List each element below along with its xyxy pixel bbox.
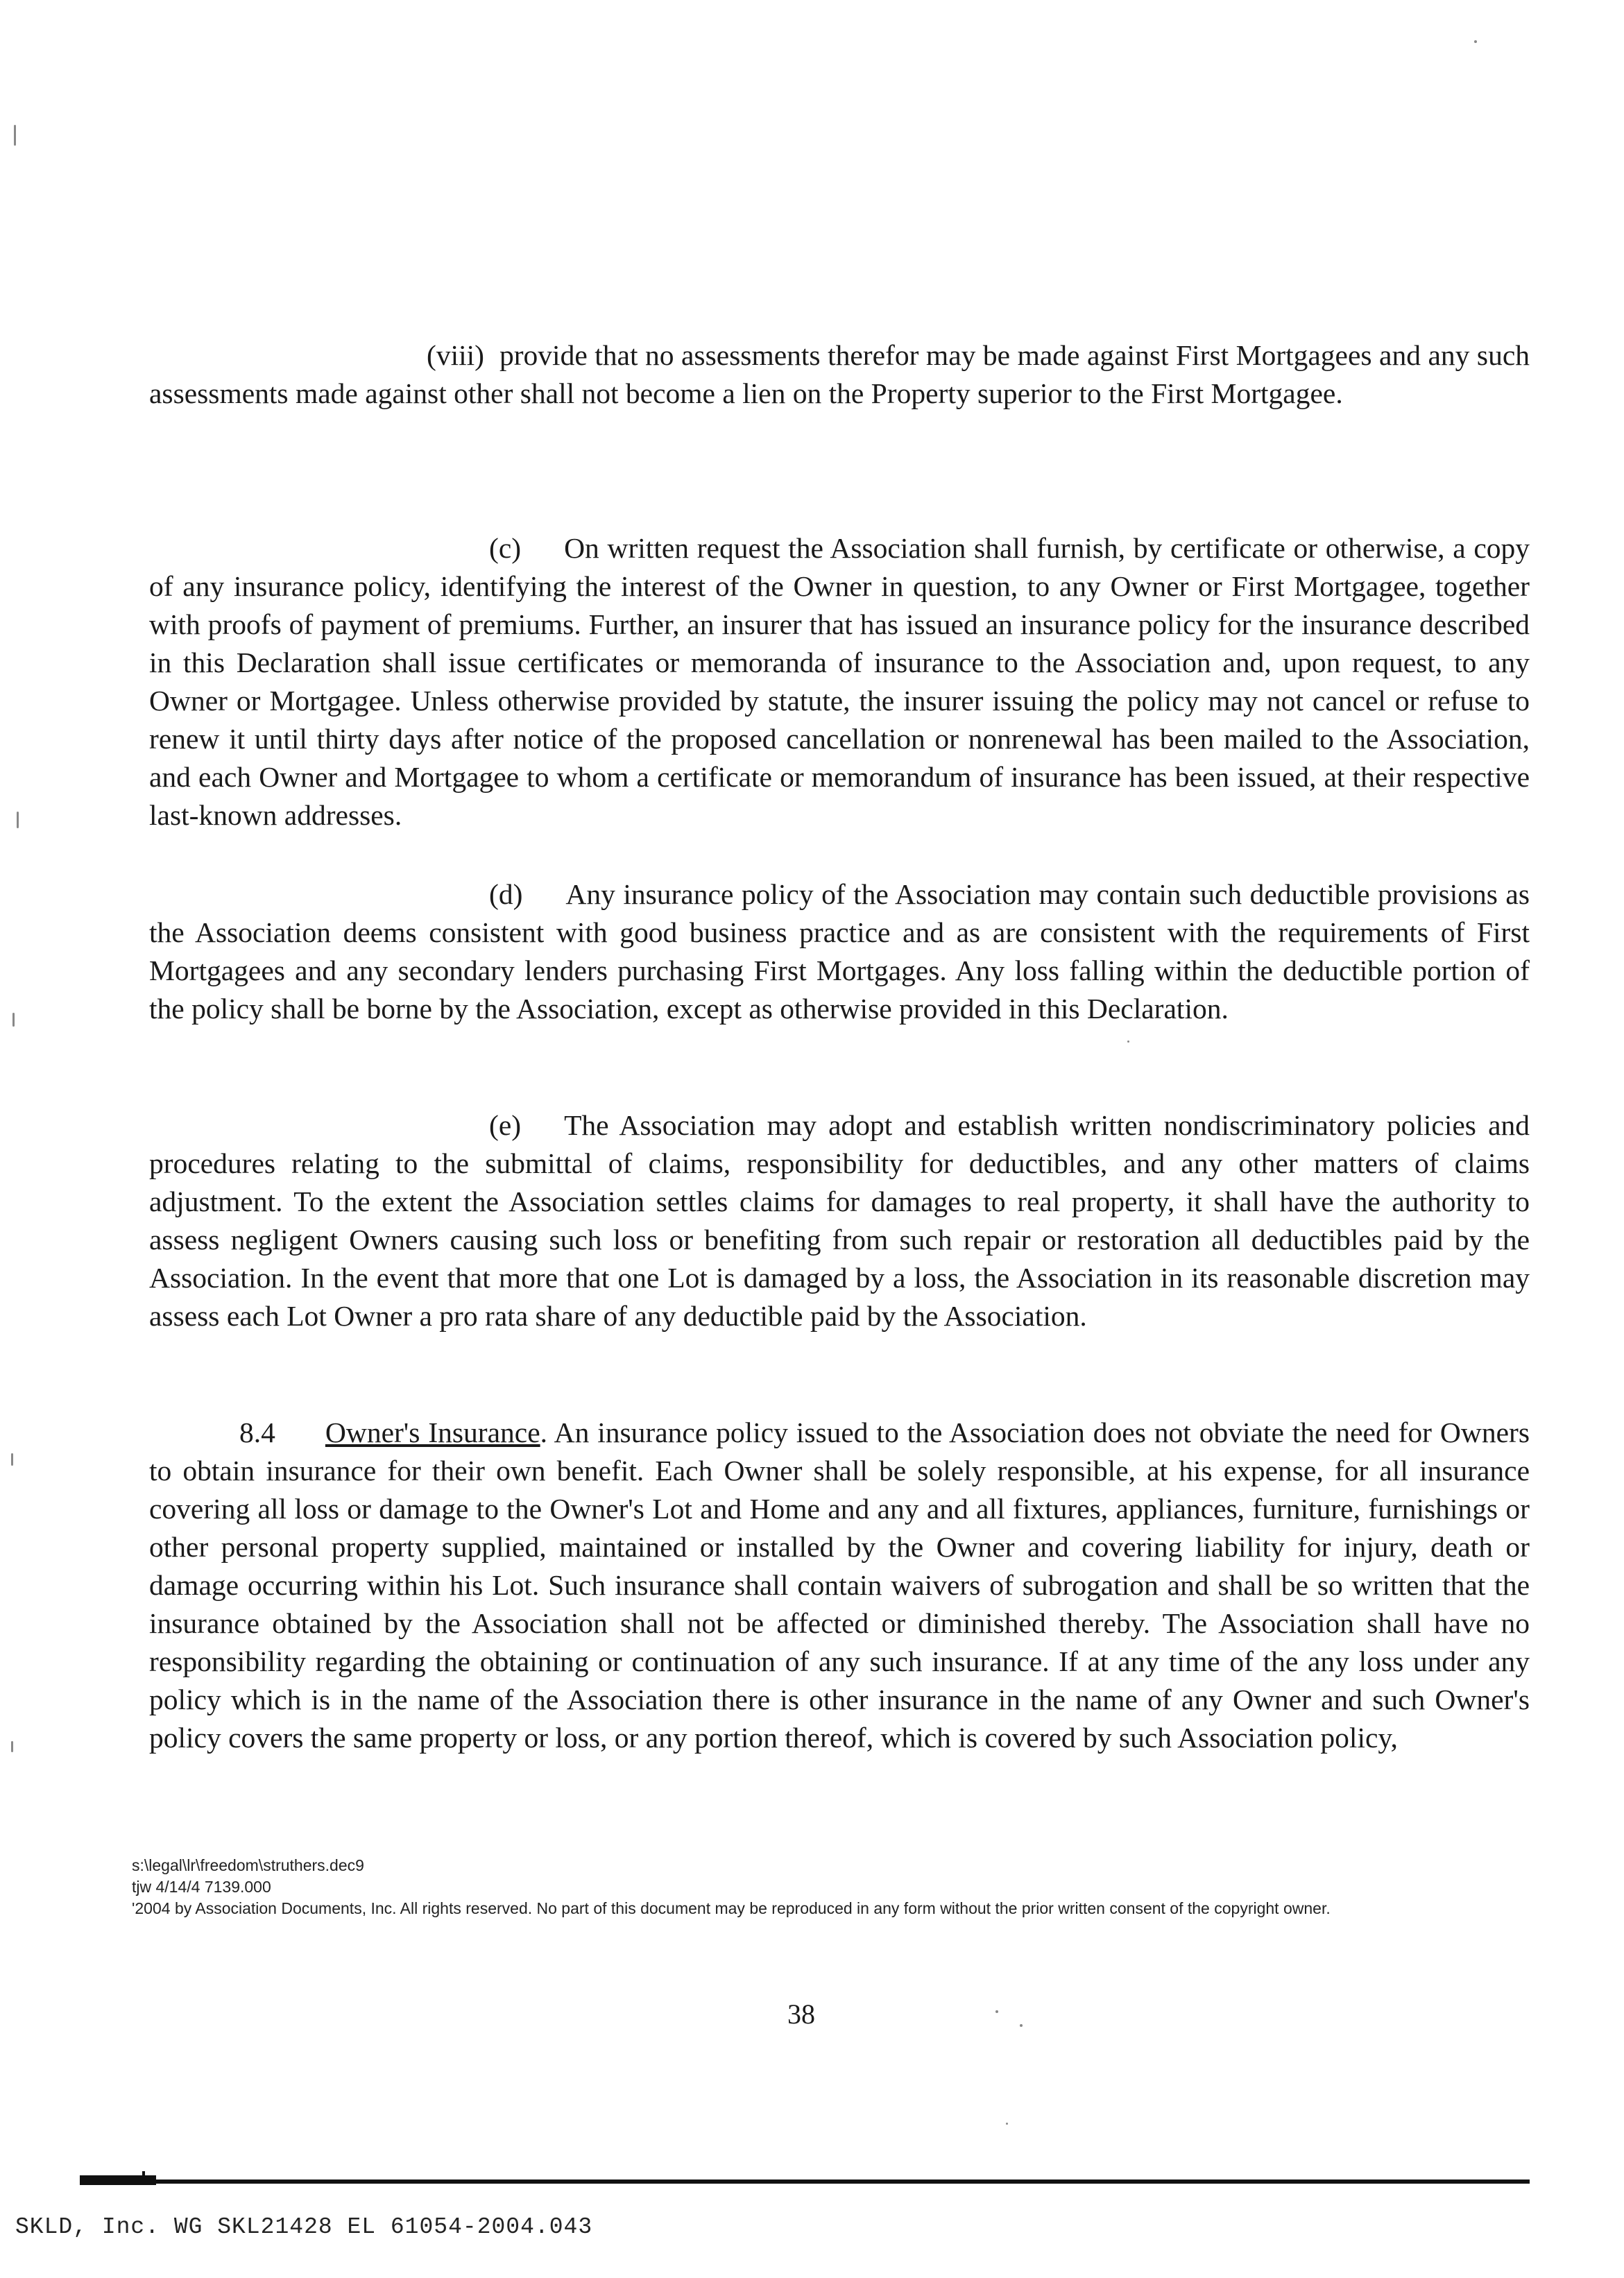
page-number: 38 [787, 1998, 815, 2030]
scan-reference: SKLD, Inc. WG SKL21428 EL 61054-2004.043 [15, 2214, 593, 2240]
scan-speck [1127, 1040, 1129, 1043]
scan-speck [12, 1013, 15, 1027]
paragraph-text: The Association may adopt and establish written nondiscriminatory policies and procedures relating to the submittal of claims, responsibility for deductibles, and any other matters of claims adjustment. To the extent the Association settles claims for damages to real property, it shall have the authority to assess negligent Owners causing such loss or benefiting from such repair or restoration all deductibles paid by the Association. In the event that more that one Lot is damaged by a loss, the Association in its reasonable discretion may assess each Lot Owner a pro rata share of any deductible paid by the Association. [149, 1109, 1530, 1332]
paragraph-marker: (e) [489, 1109, 522, 1141]
section-8-4 [149, 1414, 1530, 1757]
paragraph-text: provide that no assessments therefor may be made against First Mortgagees and any such assessments made against other shall not become a lien on the Property superior to the First Mortgagee. [149, 339, 1530, 409]
scan-speck [1006, 2123, 1008, 2125]
footer-file-path: s:\legal\lr\freedom\struthers.dec9 [132, 1856, 364, 1874]
scan-speck [11, 1453, 13, 1466]
scan-speck [11, 1741, 13, 1752]
bottom-rule-tick [142, 2171, 145, 2184]
paragraph-text: On written request the Association shall furnish, by certificate or otherwise, a copy of any insurance policy, identifying the interest of the Owner in question, to any Owner or First Mortgagee, together with proofs of payment of premiums. Further, an insurer that has issued an insurance policy for the insurance described in this Declaration shall issue certificates or memoranda of insurance to the Association and, upon request, to any Owner or Mortgagee. Unless otherwise provided by statute, the insurer issuing the policy may not cancel or refuse to renew it until thirty days after notice of the proposed cancellation or nonrenewal has been mailed to the Association, and each Owner and Mortgagee to whom a certificate or memorandum of insurance has been issued, at their respective last-known addresses. [149, 532, 1530, 831]
paragraph-d [149, 875, 1530, 1028]
scan-speck [14, 125, 16, 146]
paragraph-text: Any insurance policy of the Association may contain such deductible provisions as the Association deems consistent with good business practice and as are consistent with the requirements of First Mortgagees and any secondary lenders purchasing First Mortgages. Any loss falling within the deductible portion of the policy shall be borne by the Association, except as otherwise provided in this Declaration. [149, 878, 1530, 1025]
scan-speck [995, 2010, 998, 2013]
section-heading: Owner's Insurance [325, 1416, 540, 1448]
paragraph-text: . An insurance policy issued to the Association does not obviate the need for Owners to obtain insurance for their own benefit. Each Owner shall be solely responsible, at his expense, for all insurance covering all loss or damage to the Owner's Lot and Home and any and all fixtures, appliances, furniture, furnishings or other personal property supplied, maintained or installed by the Owner and covering liability for injury, death or damage occurring within his Lot. Such insurance shall contain waivers of subrogation and shall be so written that the insurance obtained by the Association shall not be affected or diminished thereby. The Association shall have no responsibility regarding the obtaining or continuation of any such insurance. If at any time of the any loss under any policy which is in the name of the Association there is other insurance in the name of any Owner and such Owner's policy covers the same property or loss, or any portion thereof, which is covered by such Association policy, [149, 1416, 1530, 1754]
bottom-rule [80, 2179, 1530, 2184]
paragraph-marker: (viii) [427, 339, 484, 371]
footer-file-code: tjw 4/14/4 7139.000 [132, 1878, 271, 1896]
scan-speck [1474, 40, 1477, 43]
paragraph-c [149, 529, 1530, 834]
footer-copyright: '2004 by Association Documents, Inc. All rights reserved. No part of this document may be reproduced in any form without the prior written consent of the copyright owner. [132, 1899, 1331, 1917]
section-number: 8.4 [239, 1416, 275, 1448]
scan-speck [17, 812, 19, 828]
paragraph-viii [149, 336, 1530, 413]
scan-speck [1020, 2024, 1023, 2027]
paragraph-marker: (d) [489, 878, 523, 910]
paragraph-marker: (c) [489, 532, 522, 564]
paragraph-e [149, 1106, 1530, 1335]
